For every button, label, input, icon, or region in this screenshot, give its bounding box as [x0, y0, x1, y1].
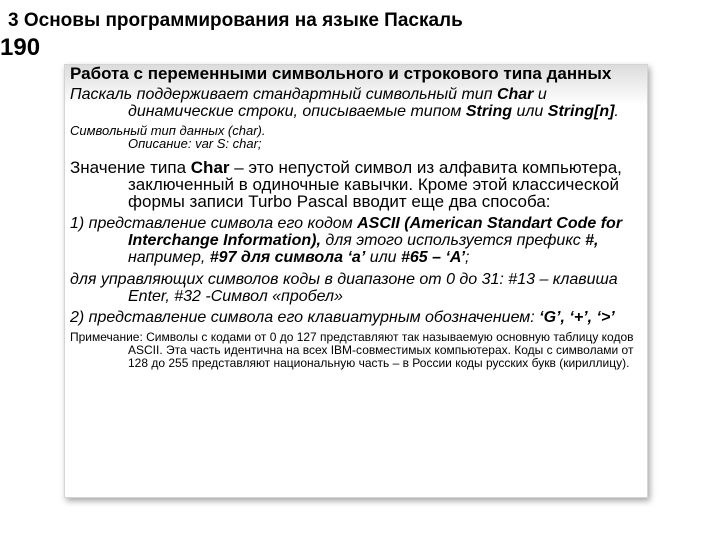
slide-title: Работа с переменными символьного и строкового типа данных — [70, 64, 612, 83]
symbolic-type-block — [70, 124, 644, 150]
method-keyboard — [70, 309, 644, 326]
method1-text-5: ; — [465, 249, 470, 266]
intro-string-n-type: String[n] — [547, 103, 615, 120]
control-codes-paragraph: для управляющих символов коды в диапазоне от 0 до 31: #13 – клавиша Enter, #32 -Символ «пробел» — [70, 271, 618, 305]
method1-ascii: ASCII (American Standart Code for Interchange Information), — [128, 215, 623, 249]
slide-header: 3 Основы программирования на языке Паскаль — [8, 10, 463, 31]
value-char-type: Char — [190, 158, 230, 177]
method-ascii-code — [70, 215, 644, 266]
char-value-paragraph — [70, 159, 644, 210]
symbolic-type-heading: Символьный тип данных (char). — [70, 123, 266, 138]
method1-text-2: для этого используется префикс — [320, 232, 586, 249]
intro-char-type: Char — [496, 86, 534, 103]
slide-content — [70, 66, 644, 370]
intro-paragraph — [70, 86, 644, 120]
method2-examples: ‘G’, ‘+’, ‘>’ — [539, 309, 615, 326]
method1-text-4: или — [365, 249, 401, 266]
intro-text-3: или — [512, 103, 548, 120]
method1-example-a: #97 для символа ‘a’ — [209, 249, 366, 266]
method2-text-1: 2) представление символа его клавиатурным обозначением: — [70, 309, 540, 326]
method1-example-A: #65 – ‘A’ — [400, 249, 466, 266]
symbolic-type-description: Описание: var S: char; — [128, 136, 262, 151]
note-paragraph: Примечание: Символы с кодами от 0 до 127 представляют так называемую основную таблицу кодов ASCII. Эта часть идентична на всех IBM-совместимых компьютерах. Коды с символами от 128 до 255 представляют национальную часть – в России коды русских букв (кириллицу). — [70, 330, 634, 370]
method1-prefix: #, — [585, 232, 599, 249]
intro-text-4: . — [614, 103, 619, 120]
value-text-1: Значение типа — [70, 158, 191, 177]
intro-text-1: Паскаль поддерживает стандартный символьный тип — [70, 86, 497, 103]
method1-text-3: например, — [128, 249, 210, 266]
intro-text-2: и динамические строки, описываемые типом — [128, 86, 547, 120]
intro-string-type: String — [465, 103, 513, 120]
method1-text-1: 1) представление символа его кодом — [70, 215, 358, 232]
slide-number: 190 — [0, 34, 41, 61]
value-text-2: – это непустой символ из алфавита компьютера, заключенный в одиночные кавычки. Кроме этой классической формы записи Turbo Pascal вводит еще два способа: — [128, 158, 622, 211]
